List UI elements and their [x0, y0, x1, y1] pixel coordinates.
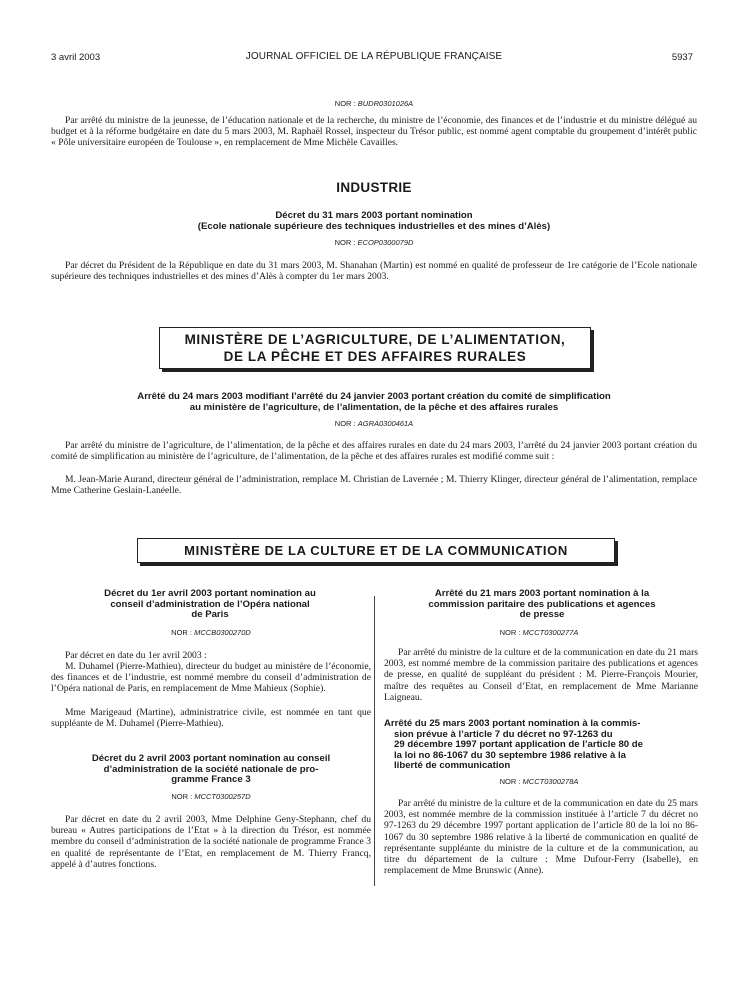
nor-reference: NOR : MCCT0300257D	[171, 792, 251, 801]
top-entry-text: Par arrêté du ministre de la jeunesse, de l’éducation nationale et de la recherche, du ministre de l’économie, des finances et de l’industrie et du ministre délégué au budget et à la réforme budgétaire en date du 5 mars 2003, M. Raphaël Rossel, inspecteur du Trésor public, est nommé agent comptable du groupement d’intérêt public « Pôle universitaire européen de Toulouse », en remplacement de Mme Michèle Cavailles.	[51, 115, 697, 149]
decree-text: Par décret en date du 2 avril 2003, Mme Delphine Geny-Stephann, chef du bureau « Autres participations de l’Etat » à la direction du Trésor, est nommée membre du conseil d’administration de la société nationale de programme France 3 en qualité de représentante de l’Etat, en remplacement de M. Thierry Francq, appelé à d’autres fonctions.	[51, 814, 371, 870]
decree-text: Par décret en date du 1er avril 2003 :	[65, 650, 207, 661]
decree-text: Mme Marigeaud (Martine), administratrice civile, est nommée en tant que suppléante de M. Duhamel (Pierre-Mathieu).	[51, 707, 371, 730]
ministry-box-agriculture	[159, 327, 591, 369]
decree-text: M. Duhamel (Pierre-Mathieu), directeur du budget au ministère de l’économie, des finances et de l’industrie, est nommé membre du conseil d’administration de l’Opéra national de Paris, en remplacement de Mme Mahieux (Sophie).	[51, 661, 371, 695]
nor-reference: NOR : BUDR0301026A	[334, 99, 414, 108]
ministry-box-culture	[137, 538, 615, 563]
decree-title: Décret du 31 mars 2003 portant nomination (Ecole nationale supérieure des techniques industrielles et des mines d’Alès)	[197, 210, 551, 232]
arrete-text: M. Jean-Marie Aurand, directeur général de l’administration, remplace M. Christian de Lavernée ; M. Thierry Klinger, directeur général de l’alimentation, remplace Mme Catherine Geslain-Lanéelle.	[51, 474, 697, 497]
ministry-name: MINISTÈRE DE LA CULTURE ET DE LA COMMUNICATION	[184, 543, 568, 558]
header-date: 3 avril 2003	[51, 52, 101, 63]
arrete-title: Arrêté du 25 mars 2003 portant nomination à la commis- sion prévue à l’article 7 du décret no 97-1263 du 29 décembre 1997 portant application de l’article 80 de la loi no 86-1067 du 30 septembre 1986 relative à la liberté de communication	[384, 718, 644, 772]
ministry-name: MINISTÈRE DE L’AGRICULTURE, DE L’ALIMENTATION, DE LA PÊCHE ET DES AFFAIRES RURALES	[184, 332, 566, 364]
decree-title: Décret du 1er avril 2003 portant nomination au conseil d’administration de l’Opéra national de Paris	[104, 588, 316, 621]
column-divider	[374, 596, 375, 886]
arrete-text: Par arrêté du ministre de la culture et de la communication en date du 21 mars 2003, est nommé membre de la commission paritaire des publications et agences de presse, en qualité de suppléant du président : M. Pierre-François Mourier, maître des requêtes au Conseil d’Etat, en remplacement de Mme Marianne Laigneau.	[384, 647, 698, 703]
arrete-title: Arrêté du 21 mars 2003 portant nomination à la commission paritaire des publications et agences de presse	[428, 588, 656, 621]
decree-title: Décret du 2 avril 2003 portant nomination au conseil d’administration de la société nationale de pro- gramme France 3	[91, 753, 331, 786]
nor-reference: NOR : AGRA0300461A	[334, 419, 414, 428]
section-heading-industrie: INDUSTRIE	[336, 180, 412, 195]
nor-reference: NOR : MCCB0300270D	[171, 628, 251, 637]
nor-reference: NOR : MCCT0300278A	[499, 777, 579, 786]
arrete-text: Par arrêté du ministre de l’agriculture, de l’alimentation, de la pêche et des affaires rurales en date du 24 mars 2003, l’arrêté du 24 janvier 2003 portant création du comité de simplification au ministère de l’agriculture, de l’alimentation, de la pêche et des affaires rurales est modifié comme suit :	[51, 440, 697, 463]
arrete-text: Par arrêté du ministre de la culture et de la communication en date du 25 mars 2003, est nommée membre de la commission instituée à l’article 7 du décret no 97-1263 du 29 décembre 1997 portant application de l’article 80 de la loi no 86-1067 du 30 septembre 1986 relative à la liberté de communication en qualité de représentante suppléante du ministre de la culture et de la communication, au titre du département de la culture : Mme Dufour-Ferry (Isabelle), en remplacement de Mme Brunswic (Anne).	[384, 798, 698, 877]
page-number: 5937	[671, 52, 693, 63]
arrete-title: Arrêté du 24 mars 2003 modifiant l’arrêté du 24 janvier 2003 portant création du comité de simplification au ministère de l’agriculture, de l’alimentation, de la pêche et des affaires rurales	[137, 391, 611, 413]
nor-reference: NOR : ECOP0300079D	[334, 238, 414, 247]
decree-text: Par décret du Président de la République en date du 31 mars 2003, M. Shanahan (Martin) est nommé en qualité de professeur de 1re catégorie de l’Ecole nationale supérieure des techniques industrielles et des mines d’Alès à compter du 1er mars 2003.	[51, 260, 697, 283]
journal-title: JOURNAL OFFICIEL DE LA RÉPUBLIQUE FRANÇAISE	[245, 51, 503, 62]
nor-reference: NOR : MCCT0300277A	[499, 628, 579, 637]
